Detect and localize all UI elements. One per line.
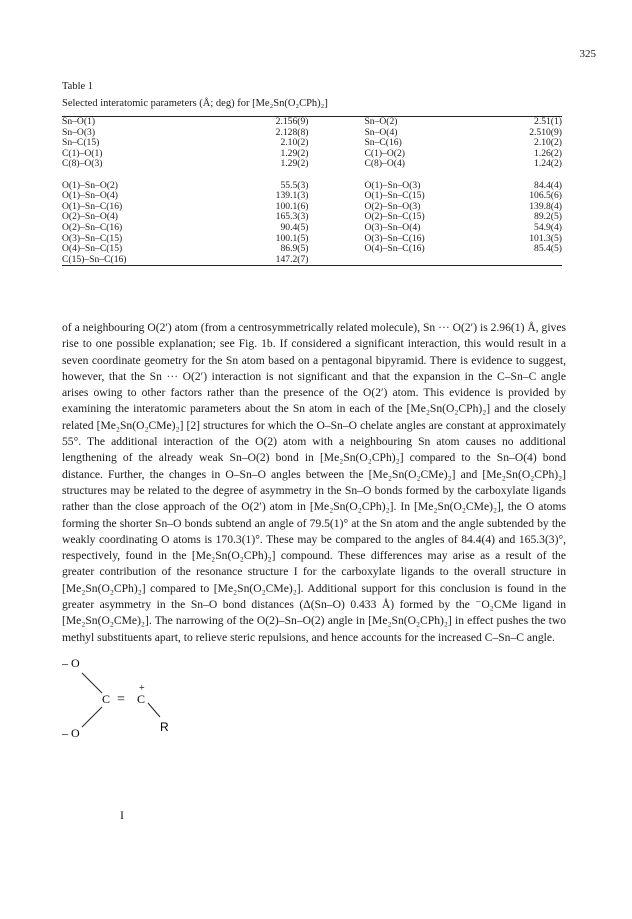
table-caption [62,80,328,110]
bond-top-oxygen [82,673,102,693]
param-name: O(3)–Sn–C(15) [62,232,123,244]
param-name: C(8)–O(4) [364,158,405,170]
param-value: 2.51(1) [534,116,562,127]
param-value: 101.3(5) [529,232,562,244]
table-row [62,117,562,128]
param-name: C(8)–O(3) [62,158,103,170]
param-value: 139.1(3) [275,190,309,202]
table-row [62,159,562,170]
param-value: 2.156(9) [275,116,309,127]
param-value: 86.9(5) [280,243,309,255]
param-name: Sn–O(1) [62,116,96,127]
table-row [62,255,562,266]
table-title: Table 1 [62,81,94,92]
param-value: 147.2(7) [275,253,309,265]
param-name: O(1)–Sn–C(16) [62,200,123,212]
param-value: 1.24(2) [534,158,562,170]
structure-charge: + [139,683,145,694]
param-name: O(2)–Sn–O(3) [364,200,421,212]
param-name: C(15)–Sn–C(16) [62,253,127,265]
body-paragraph: of a neighbouring O(2′) atom (from a centrosymmetrically related molecule), Sn ··· O(2′) is 2.96(1) Å, gives rise to one possible explanation; see Fig. 1b. If considered a significant interaction, this would result in a seven coordinate geometry for the Sn atom based on a pentagonal bipyramid. There is evidence to suggest, however, that the Sn ··· O(2′) interaction is not significant and that the expansion in the C–Sn–C angle arises owing to other factors rather than the presence of the O(2′) atom. This evidence is provided by examining the interatomic parameters about the Sn atom in each of the [Me₂Sn(O₂CPh)₂] and the closely related [Me₂Sn(O₂CMe)₂] [2] structures for which the O–Sn–O chelate angles are constant at approximately 55°. The additional interaction of the O(2) atom with a neighbouring Sn atom causes no additional lengthening of the already weak Sn–O(2) bond in [Me₂Sn(O₂CPh)₂] compared to the Sn–O(4) bond distance. Further, the changes in O–Sn–O angles between the [Me₂Sn(O₂CMe)₂] and [Me₂Sn(O₂CPh)₂] structures may be related to the degree of asymmetry in the Sn–O bonds formed by the carboxylate ligands rather than the close approach of the O(2′) atom in [Me₂Sn(O₂CPh)₂]. In [Me₂Sn(O₂CMe)₂], the O atoms forming the shorter Sn–O bonds subtend an angle of 79.5(1)° at the Sn atom and the angle subtended by the weakly coordinating O atoms is 170.3(1)°. These may be compared to the angles of 84.4(4) and 165.3(3)°, respectively, found in the [Me₂Sn(O₂CPh)₂] compound. These differences may arise as a result of the greater contribution of the resonance structure I for the carboxylate ligands to the overall structure in [Me₂Sn(O₂CPh)₂] compared to [Me₂Sn(O₂CMe)₂]. Additional support for this conclusion is found in the greater asymmetry in the Sn–O bond distances (Δ(Sn–O) 0.433 Å) formed by the ⁻O₂CMe ligand in [Me₂Sn(O₂CMe)₂]. The narrowing of the O(2)–Sn–O(2) angle in [Me₂Sn(O₂CPh)₂] in effect pushes the two methyl substituents apart, to relieve steric repulsions, and hence accounts for the increased C–Sn–C angle. [62,321,566,644]
param-value: 90.4(5) [280,221,309,233]
table-row [62,191,562,202]
table-row [62,212,562,223]
param-name: O(3)–Sn–O(4) [364,221,421,233]
structure-top-oxygen: – O [62,656,80,670]
param-value: 54.9(4) [534,221,562,233]
param-value: 100.1(6) [275,200,309,212]
param-name: Sn–C(16) [364,137,402,149]
body-text [62,320,566,646]
structure-substituent: R [160,720,169,734]
parameters-table [62,116,562,266]
param-name: O(1)–Sn–O(4) [62,190,118,202]
param-value: 2.10(2) [534,137,562,149]
param-value: 2.128(8) [275,126,309,138]
table-row [62,128,562,139]
resonance-structure-svg [62,655,202,765]
param-value: 1.29(2) [280,158,309,170]
table-row [62,244,562,255]
param-name [346,255,502,266]
structure-carbon: C [102,692,111,706]
param-value [503,255,562,266]
bond-substituent [148,703,160,717]
structure-double-bond: = [117,692,125,707]
param-name: O(2)–Sn–C(16) [62,221,123,233]
param-value: 106.5(6) [529,190,562,202]
param-value: 2.510(9) [529,126,562,138]
table-row [62,223,562,234]
param-value: 84.4(4) [534,179,562,191]
param-name: O(2)–Sn–C(15) [364,211,425,223]
table-row [62,181,562,192]
structure-bottom-oxygen: – O [62,726,80,740]
param-name: C(1)–O(1) [62,147,103,159]
param-value: 165.3(3) [275,211,309,223]
param-name [62,170,200,181]
param-value: 85.4(5) [534,243,562,255]
param-value: 139.8(4) [529,200,562,212]
param-value: 100.1(5) [275,232,309,244]
structure-label: I [120,808,124,822]
table-row [62,138,562,149]
param-name: O(3)–Sn–C(16) [364,232,425,244]
param-name: Sn–O(4) [364,126,398,138]
param-name: O(1)–Sn–O(2) [62,179,118,191]
table-subtitle: Selected interatomic parameters (Å; deg) for [Me₂Sn(O₂CPh)₂] [62,98,328,109]
parameters-table-body [62,117,562,265]
param-name: Sn–C(15) [62,137,100,149]
bond-bottom-oxygen [82,707,102,727]
table-row [62,170,562,181]
param-name: O(4)–Sn–C(15) [62,243,123,255]
table-bottom-rule [62,265,562,266]
page-number: 325 [579,48,596,60]
param-value: 1.29(2) [280,147,309,159]
param-name: C(1)–O(2) [364,147,405,159]
param-value [503,170,562,181]
param-name: Sn–O(3) [62,126,96,138]
structure-cationic-carbon: C [137,692,146,706]
table-row [62,234,562,245]
param-value: 1.26(2) [534,147,562,159]
param-name: Sn–O(2) [364,116,398,127]
param-value [200,170,346,181]
param-name: O(2)–Sn–O(4) [62,211,118,223]
param-name: O(1)–Sn–C(15) [364,190,425,202]
table-row [62,149,562,160]
param-value: 55.5(3) [280,179,309,191]
param-value: 2.10(2) [280,137,309,149]
param-name: O(1)–Sn–O(3) [364,179,421,191]
table-row [62,202,562,213]
resonance-structure-diagram [62,655,202,765]
param-name: O(4)–Sn–C(16) [364,243,425,255]
param-name [346,170,502,181]
param-value: 89.2(5) [534,211,562,223]
